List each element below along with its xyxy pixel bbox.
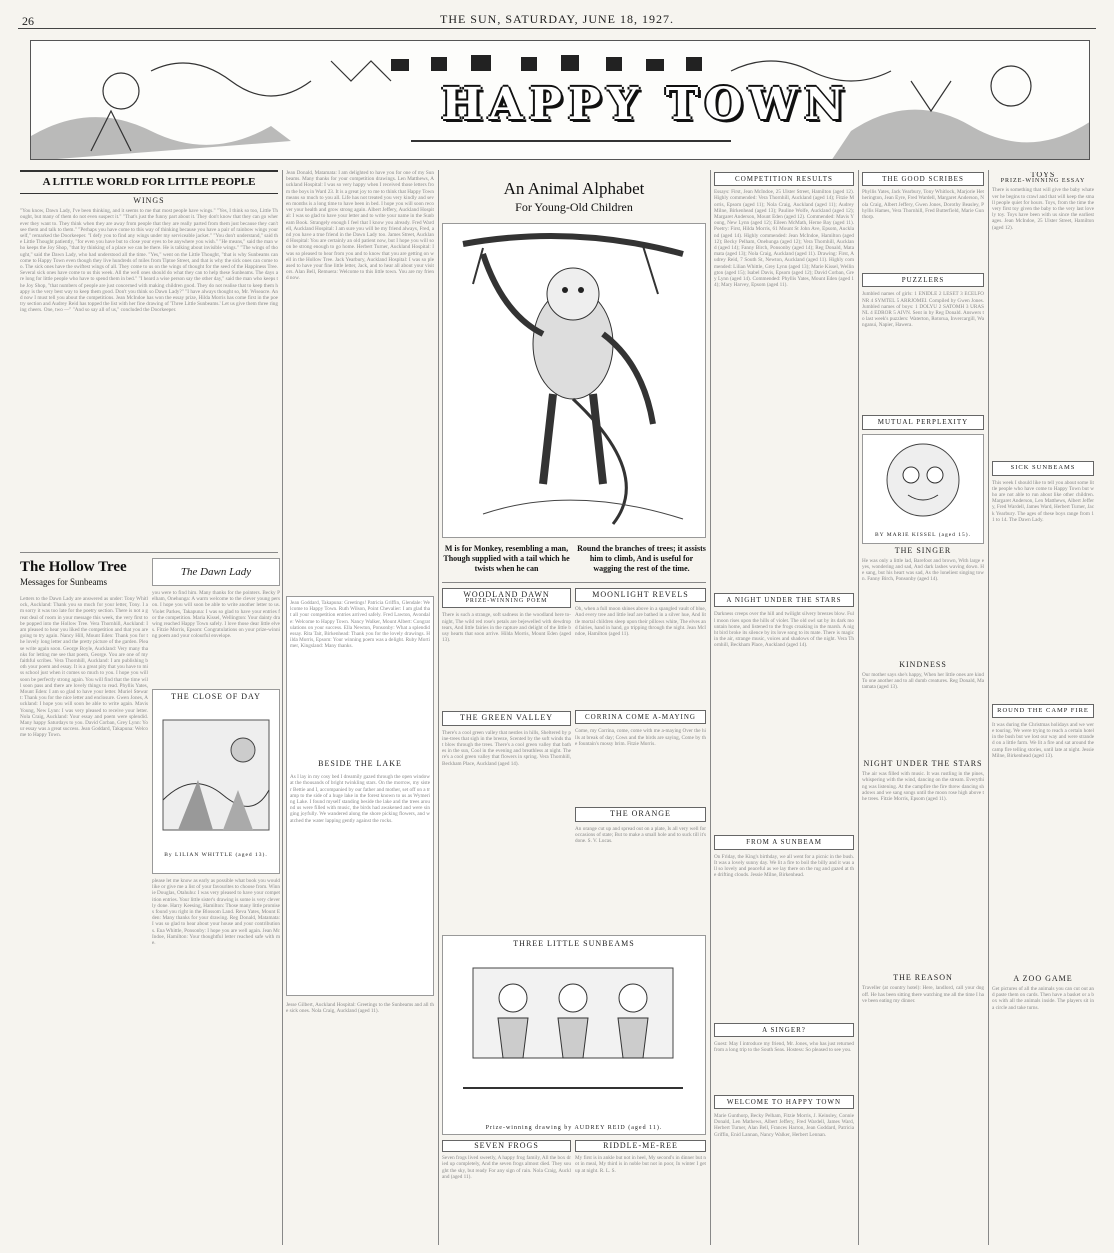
orange-box <box>575 807 706 821</box>
zoo-game-heading: A ZOO GAME <box>1013 973 1073 983</box>
competition-text: Essays: First, Jean McIndoe, 25 Ulster Street, Hamilton (aged 12). Highly commended: Vera Thornhill, Auckland (aged 14); Fitzie Morris, Epsom (aged 11); Nola Craig, Auckland (aged 11); Audrey Milne, Birkenhead (aged 13); Pauline Wolfe, Auckland (aged 12); Margaret Anderson, Mount Eden (aged 12). Commended: Mavis Young, New Lynn (aged 12); Eileen McMath, Herne Bay (aged 11). Poetry: First, Hilda Morris, 61 Mount St John Ave, Epsom, Auckland (aged 14). Highly commended: Jean McIndoe, Hamilton (aged 12); Becky Pelham, Onehunga (aged 12); Vera Thornhill, Auckland (aged 14); Fanny Birch, Ponsonby (aged 14); Reg Donald, Matamata (aged 13); Nola Craig, Auckland (aged 11). Drawing: First, Audrey Reid, 7 South St, Newton, Auckland (aged 11). Highly commended: Lilian Whittle, Grey Lynn (aged 13); Marie Kissel, Wellington (aged 15); Isabel Davis, Epsom (aged 12); David Corban, Grey Lynn (aged 14). Commended: Phyllis Yates, Mount Eden (aged 14); Mary Harvey, Epsom (aged 11). <box>714 189 854 289</box>
beside-lake-illustration-area <box>286 596 434 996</box>
close-of-day-illustration <box>152 689 280 874</box>
running-header <box>0 0 1114 30</box>
moonlight-heading: MOONLIGHT REVELS <box>592 590 689 599</box>
camp-fire-text: It was during the Christmas holidays and we were touring. We were trying to reach a certain hotel in the bush but we lost our way and were stranded on a little farm. We lit a fire and sat around the camp fire telling stories, until late at night. Jessie Milne, Birkenhead (aged 13). <box>992 721 1094 759</box>
hollow-tree-heading: The Hollow Tree <box>20 559 127 575</box>
column-divider <box>858 170 859 1245</box>
sick-sunbeams-text: This week I should like to tell you about some little people who have come to Happy Town but who are not able to run about like other children. Margaret Anderson, Len Matthews, Albert Jeffery, Fred Wardell, James Ward, Herbert Turner, Jack Yearbury. The ages of these boys range from 11 to 14. The Dawn Lady. <box>992 479 1094 523</box>
competition-box <box>714 172 854 186</box>
from-sunbeam-box <box>714 835 854 849</box>
header-rule <box>18 28 1096 29</box>
messages-heading: Messages for Sunbeams <box>20 577 107 587</box>
welcome-text: Marie Gunthorp, Becky Pelham, Fitzie Morris, J. Keinsley, Connie Donald, Len Mathews, Albert Jeffery, Fred Wardell, James Ward, Herbert Turner, Alan Bell, Frances Harron, Jean Goddard, Patricia Griffin, Enid Lannan, Nancy Walker, Herbert Lennan. <box>714 1113 854 1138</box>
column-rule <box>20 552 278 553</box>
green-valley-box <box>442 711 571 725</box>
toys-heading: TOYS <box>1030 172 1056 179</box>
riddle-text: My first is in ankle but not in heel, My second's in dinner but not in meal, My third is in noble but not in poor, In winter I get up at night. R. L. S. <box>575 1155 706 1174</box>
close-of-day-credit: By LILIAN WHITTLE (aged 13). <box>164 852 268 859</box>
the-singer-heading: THE SINGER <box>894 545 952 555</box>
close-of-day-drawing <box>153 700 279 850</box>
moonlight-box <box>575 588 706 602</box>
camp-fire-box <box>992 704 1094 718</box>
corrina-text: Come, my Corrina, come, come with me a-maying Over the hills at break of day; Cows and the birds are saying, Come by the fountain's mossy brim. Fitzie Morris. <box>575 728 706 747</box>
from-sunbeam-heading: FROM A SUNBEAM <box>746 838 822 847</box>
page-number: 26 <box>22 14 34 28</box>
camp-fire-heading: ROUND THE CAMP FIRE <box>997 706 1089 714</box>
kindness-text: Our mother says she's happy, When her little ones are kind To one another and to all dumb creatures. Reg Donald, Matamata (aged 13). <box>862 672 984 691</box>
woodland-dawn-heading: WOODLAND DAWN <box>463 590 550 599</box>
seven-frogs-heading: SEVEN FROGS <box>474 1141 539 1150</box>
mutual-perplexity-credit: BY MARIE KISSEL (aged 15). <box>874 531 971 538</box>
animal-alphabet-heading: An Animal Alphabet <box>503 179 645 198</box>
masthead: THE SUN, SATURDAY, JUNE 18, 1927. <box>439 12 675 26</box>
good-scribes-text: Phyllis Yates, Jack Yearbury, Tony Whitlock, Marjorie Hetherington, Jean Eyre, Fred Wardell, Margaret Anderson, Nola Craig, Albert Jeffery, Gwen Jones, Dorothy Beasley, Phyllis Hames, Vera Thornhill, Fred Butterfield, Marie Gunthorp. <box>862 189 984 221</box>
close-of-day-heading: THE CLOSE OF DAY <box>171 692 261 701</box>
from-sunbeam-text: On Friday, the King's birthday, we all went for a picnic in the bush. It was a lovely sunny day. We lit a fire to boil the billy and it was all so lovely and peaceful as we lay there on the rug and gazed at the drifting clouds. Jessie Milne, Birkenhead. <box>714 853 854 879</box>
three-sunbeams-heading: THREE LITTLE SUNBEAMS <box>513 939 635 948</box>
beside-lake-heading: BESIDE THE LAKE <box>318 759 402 768</box>
prize-drawing-caption: Prize-winning drawing by AUDREY REID (aged 11). <box>485 1125 663 1131</box>
mutual-perplexity-heading: MUTUAL PERPLEXITY <box>877 418 969 427</box>
night-stars-box <box>714 593 854 607</box>
banner-title: HAPPY TOWN <box>441 79 851 130</box>
mutual-perplexity-box <box>862 415 984 429</box>
night-stars-text: Darkness creeps over the hill and twilight silvery breezes blow. Full moon rises upon the hills of violet. The old owl sat by its dark mountain home, and listened to the frogs croaking in the marsh. A night bird broke its silence by its love song to its mate. There is magic in the air, strange music, voices and shadows of the night. Vera Thornhill, Beckham Place, Auckland (aged 14). <box>714 611 854 649</box>
the-reason-heading: THE REASON <box>893 973 953 983</box>
mutual-perplexity-drawing <box>863 435 983 530</box>
competition-column <box>714 172 854 1247</box>
competition-heading: COMPETITION RESULTS <box>735 175 833 183</box>
monkey-captions <box>442 544 706 574</box>
night-under-heading: NIGHT UNDER THE STARS <box>863 759 983 769</box>
column-divider <box>710 170 711 1245</box>
a-singer-text: Guest: May I introduce my friend, Mr. Jones, who has just returned from a long trip to the South Seas. Hostess: So pleased to see you. <box>714 1040 854 1054</box>
zoo-game-text: Get pictures of all the animals you can cut out and paste them on cards. Then have a basket or a box with all the animals inside. The players sit in a circle and take turns. <box>992 986 1094 1011</box>
woodland-column <box>442 588 571 928</box>
sick-sunbeams-heading: SICK SUNBEAMS <box>1010 464 1076 472</box>
monkey-caption: M is for Monkey, resembling a man, Though supplied with a tail which he twists when he can <box>443 544 570 573</box>
dawn-lady-column <box>152 558 280 1248</box>
little-world-column <box>20 170 278 550</box>
dawn-lady-replies-text: you were to find him. Many thanks for the pointers. Becky Pelham, Onehunga: A warm welcome to the clever young person. I hope you will soon be able to write another letter to us. Violet Parkes, Takapuna: I was so glad to have your entries for the competition. Maria Kissel, Wellington: Your dainty drawing reached Happy Town safely. I love those dear little elves. Fitzie Morris, Epsom: Congratulations on your prize-winning poem and your colourful envelope. <box>152 590 280 640</box>
beside-lake-text: As I lay in my cosy bed I dreamily gazed through the open window at the thousands of bright twinkling stars. On the morrow, my sister Bettie and I, accompanied by our father and mother, set off on a tramp to the side of a huge lake in the forest known to us as Wymering Lake. I found myself standing beside the lake and the trees around us were filled with music, the birds had awakened and were singing joyfully. We wandered along the shore picking flowers, and watched the water lapping gently against the rocks. <box>290 774 430 824</box>
lake-continued-text: Jesse Gilbert, Auckland Hospital: Greetings to the Sunbeams and all the sick ones. Nola Craig, Auckland (aged 11). <box>286 1002 434 1015</box>
mutual-perplexity-illustration <box>862 434 984 544</box>
puzzlers-text: Jumbled names of girls: 1 ENIDLE 2 LESET 3 ECELFONR 4 SYMTEL 5 ARRJOMEI. Compiled by Gwen Jones. Jumbled names of boys: 1 DOLYU 2 SATOMH 3 URASNL 4 EDROR 5 AIVN. Sent in by Reg Donald. Answers to last week's puzzlers: Waterton, Rotorua, Invercargill, Wanganui, Napier, Hawera. <box>862 291 984 329</box>
seven-frogs-box <box>442 1140 571 1152</box>
night-stars-heading: A NIGHT UNDER THE STARS <box>726 596 842 605</box>
letters-body-text: Jean Donald, Matamata: I am delighted to have you for one of my Sunbeams. Many thanks for your competition drawings. Len Matthews, Auckland Hospital: I was so very happy when I received those letters from the boys in Ward 23. It is a great joy to me to think that Happy Town means so much to you all. Life has not treated you very kindly and seven months is a long time to have been in bed. I hope you will soon recover your health and grow strong again. Albert Jeffery, Auckland Hospital: I was so glad to have your letter and to write your name in the Sunbeam Book. Strangely enough I feel that I know you already. Fred Wardell, Auckland Hospital: I am sure you will be my friend always, Fred, and you have a true friend in the Dawn Lady too. James Street, Auckland Hospital: You are certainly an old patient now, but I hope you will soon be strong enough to go home. Herbert Turner, Auckland Hospital: I was so pleased to hear from you and to know that you are getting on well in the Hollow Tree. Jack Yearbury, Auckland Hospital: I was so pleased to have your fine little letter, Jack, and to hear all about your visitors. Alan Bell, Remuera: Welcome to this little town. You are my friend now. <box>286 170 434 282</box>
riddle-column <box>575 1140 706 1248</box>
seven-frogs-text: Seven frogs lived sweetly, A happy frog family, All the box dried up completely, And the seven frogs almost died. They sought the sky, but ready For any sign of rain. Nola Craig, Auckland (aged 11). <box>442 1155 571 1180</box>
wings-heading: WINGS <box>133 196 165 205</box>
toys-text: There is something that will give the baby whatever he begins to crawl and that will keep the small people quiet for hours. Toys, from the time the very first toy given the baby to the very last lovely toy. Toys have been with us since the earliest ages. Jean McIndoe, 25 Ulster Street, Hamilton (aged 12). <box>992 187 1094 231</box>
monkey-drawing <box>443 224 705 537</box>
kindness-heading: KINDNESS <box>899 659 947 669</box>
monkey-illustration <box>442 223 706 538</box>
column-divider <box>988 170 989 1245</box>
good-scribes-heading: THE GOOD SCRIBES <box>882 175 964 183</box>
the-reason-text: Traveller (at country hotel): Here, landlord, call your dog off. He has been sitting there watching me all the time I have been eating my dinner. <box>862 985 984 1004</box>
orange-text: An orange cut up and spread out on a plate, Is all very well for occasions of state; But to make a small hole and to suck till it's done. S. V. Lucas. <box>575 825 706 845</box>
riddle-heading: RIDDLE-ME-REE <box>603 1141 678 1150</box>
night-under-text: The air was filled with music. It was rustling in the pines, whispering with the wind, dancing on the stream. Everything was listening. At the campfire the fire threw dancing shadows and we sang songs until the moon rose high above the trees. Fitzie Morris, Epsom (aged 11). <box>862 771 984 803</box>
three-sunbeams-box <box>442 935 706 1135</box>
hollow-tree-body-text: Letters to the Dawn Lady are answered as under: Tony Whitlock, Auckland: Thank you so much for your letter, Tony. I am sorry it was too late for the poetry section. There is not a great deal of room in your message this week, the very first to be popped into the Hollow Tree. Vera Thornhill, Auckland: I am pleased to hear you liked the competition and that you are going to try again. Nancy Hill, Mount Eden: Thank you for the lovely long letter and the pretty picture of the garden. Please write again soon. George Boyle, Auckland: Very many thanks for letting me see that poem, George. You are one of my faithful scribes. Vera Thornhill, Auckland: I am publishing both your poem and essay. It is a great pity that you have to miss school just when it comes so much to you. I hope you will soon be perfectly strong again. You will find that the time will soon pass and there are lovely things to read. Phyllis Yates, Mount Eden: I am so glad to have your letter. Muriel Stewart: Thank you for the nice letter and enclosure. Gwen Jones, Auckland: I hope you will soon be able to write again. Mavis Young, New Lynn: I was very pleased to receive your letter. Nola Craig, Auckland: Your essay and poem were splendid. Many happy Saturdays to you. David Corban, Grey Lynn: Your essay was a great success. Jean Goddard, Takapuna: Welcome to Happy Town. <box>20 596 148 739</box>
column-divider <box>438 170 439 1245</box>
riddle-box <box>575 1140 706 1152</box>
moonlight-column <box>575 588 706 928</box>
puzzlers-heading: PUZZLERS <box>901 276 945 285</box>
a-singer-box <box>714 1023 854 1037</box>
corrina-heading: CORRINA COME A-MAYING <box>585 713 696 722</box>
scribes-column <box>862 172 984 1247</box>
toys-column <box>992 172 1094 1247</box>
a-singer-heading: A SINGER? <box>762 1025 806 1034</box>
toys-prize-heading: PRIZE-WINNING ESSAY <box>1000 178 1086 185</box>
dawn-lady-more-text: please let me know as early as possible what book you would like or give me a list of your favourites to choose from. Winnie Douglas, Otahuhu: I was very pleased to have your competition entries. Your little sister's drawing is some is very cleverly done. Harry Keesing, Hamilton: Those many little promises found you right in the Blossom Land. Reva Yates, Mount Eden: Many thanks for your drawing. Reg Donald, Matamata: I was so glad to hear about your house and your contributions. Ena Whittle, Ponsonby: I hope you are well again. Jean McIndoe, Hamilton: Your thoughtful letter reached safe with me. <box>152 878 280 947</box>
corrina-box <box>575 710 706 724</box>
happy-town-banner <box>30 40 1090 160</box>
welcome-box <box>714 1095 854 1109</box>
letters-column <box>286 170 434 1245</box>
puzzlers-box <box>862 273 984 287</box>
the-singer-text: He was only a little lad, Barefoot and brown, With large eyes, wondering and sad, And dark lashes waving down. He sang, but his heart was sad, As the loneliest singing town. Fanny Birch, Ponsonby (aged 14). <box>862 557 984 583</box>
moonlight-text: Oh, when a full moon shines above in a spangled vault of blue, And every tree and little leaf are bathed in a silver hue, And little mortal children sleep upon their pillows white, The elves and fairies, hand in hand, go tripping through the night. Jean McIndoe, Hamilton (aged 11). <box>575 606 706 638</box>
woodland-dawn-text: There is such a strange, soft sadness in the woodland here to-night, The wild red rose's petals are bejewelled with dewdrop tears, And little fairies in the rapture and delight of the little busy hearts that soon arrive. Hilda Morris, Mount Eden (aged 13). <box>442 612 571 644</box>
column-rule <box>442 582 706 583</box>
green-valley-text: There's a cool green valley that nestles in hills, Sheltered by pine-trees that sigh in the breeze, Scented by the soft winds that blow through the trees. There's a cool green valley that bathes in the sun, Cool in the evening and breathless at night. There's a cool green valley that flowers in spring. Vera Thornhill, Beckham Place, Auckland (aged 14). <box>442 729 571 767</box>
competitors-list-text: Jean Goddard, Takapuna: Greetings! Patricia Griffin, Glendale: Welcome to Happy Town. Ruth Wilson, Point Chevalier: I am glad that all your competition entries arrived safely. Fred Lawton, Avondale: Welcome to Happy Town. Nancy Walker, Mount Albert: Congratulations on your success. Ella Newton, Ponsonby: What a splendid essay. Rita Tait, Birkenhead: Thank you for the lovely drawings. Hilda Morris, Epsom: Your winning poem was a delight. Ruby Mortimer, Kingsland: Many thanks. <box>290 600 430 650</box>
prize-poem-heading: PRIZE-WINNING POEM <box>465 598 548 605</box>
little-world-heading: A LITTLE WORLD FOR LITTLE PEOPLE <box>20 170 278 194</box>
column-divider <box>282 170 283 1245</box>
sick-sunbeams-box <box>992 461 1094 475</box>
branches-caption: Round the branches of trees; it assists him to climb, And is useful for wagging the rest of the time. <box>577 544 706 573</box>
green-valley-heading: THE GREEN VALLEY <box>459 713 554 723</box>
good-scribes-box <box>862 172 984 186</box>
welcome-heading: WELCOME TO HAPPY TOWN <box>726 1097 842 1106</box>
woodland-dawn-box <box>442 588 571 608</box>
three-sunbeams-drawing <box>443 948 705 1116</box>
orange-heading: THE ORANGE <box>610 809 671 819</box>
wings-body-text: "You know, Dawn Lady, I've been thinking, and it seems to me that most people have wings." "Yes, I think so too, Little Thought, but many of them do not even suspect it." "That's just the funny part about it. They don't know that they can go wherever they want to. They think when they are away from people that they are really parted from them just because they can't see them and talk to them." "Perhaps you have come to this way of thinking because you have a pair of rainbow wings yourself," remarked the Doorkeeper. "I defy you to find any wings under my serviceable jacket." "You don't understand," said the Little Thought patiently, "for even you have but to close your eyes to be anywhere you wish." "He means," said the man who keeps the Joy Shop, "that by thinking of a place we can be there. He is talking about invisible wings." "The wings of thought," said the Dawn Lady, who had understood all the time. "Yes," went on the Little Thought, "that is why Sunbeams can come to Happy Town even though they live hundreds of miles from Tiptoe Street, and that is why the sick ones can come too. The sick ones have the swiftest wings of all. They come to us on the wings of thought for the seed of the Happiness Tree. Several sick ones have come to us this week. All the well ones should do what they can to help these Sunbeams. The days are long for little people who have to spend them in bed." "I heard a wise person say the other day," said the man who keeps the Joy Shop, "that numbers of people are just concerned with making children good. They do not realise that to keep them happy is the very best way to keep them good. Don't you think so Dawn Lady?" "I have always thought so, Mr. Wiseacre. And now I must tell you about the competitions. Jean McIndoe has won the essay prize, Hilda Morris has come first in the poetry section and Audrey Reid has topped the list with her fine drawing of 'Three Little Sunbeams.' Let us give them three ringing cheers. One, two —" "And so say all of us," concluded the Doorkeeper. <box>20 208 278 314</box>
hollow-tree-column <box>20 558 148 1248</box>
dawn-lady-signature: The Dawn Lady <box>152 558 280 586</box>
seven-frogs-column <box>442 1140 571 1248</box>
young-old-heading: For Young-Old Children <box>515 200 633 214</box>
